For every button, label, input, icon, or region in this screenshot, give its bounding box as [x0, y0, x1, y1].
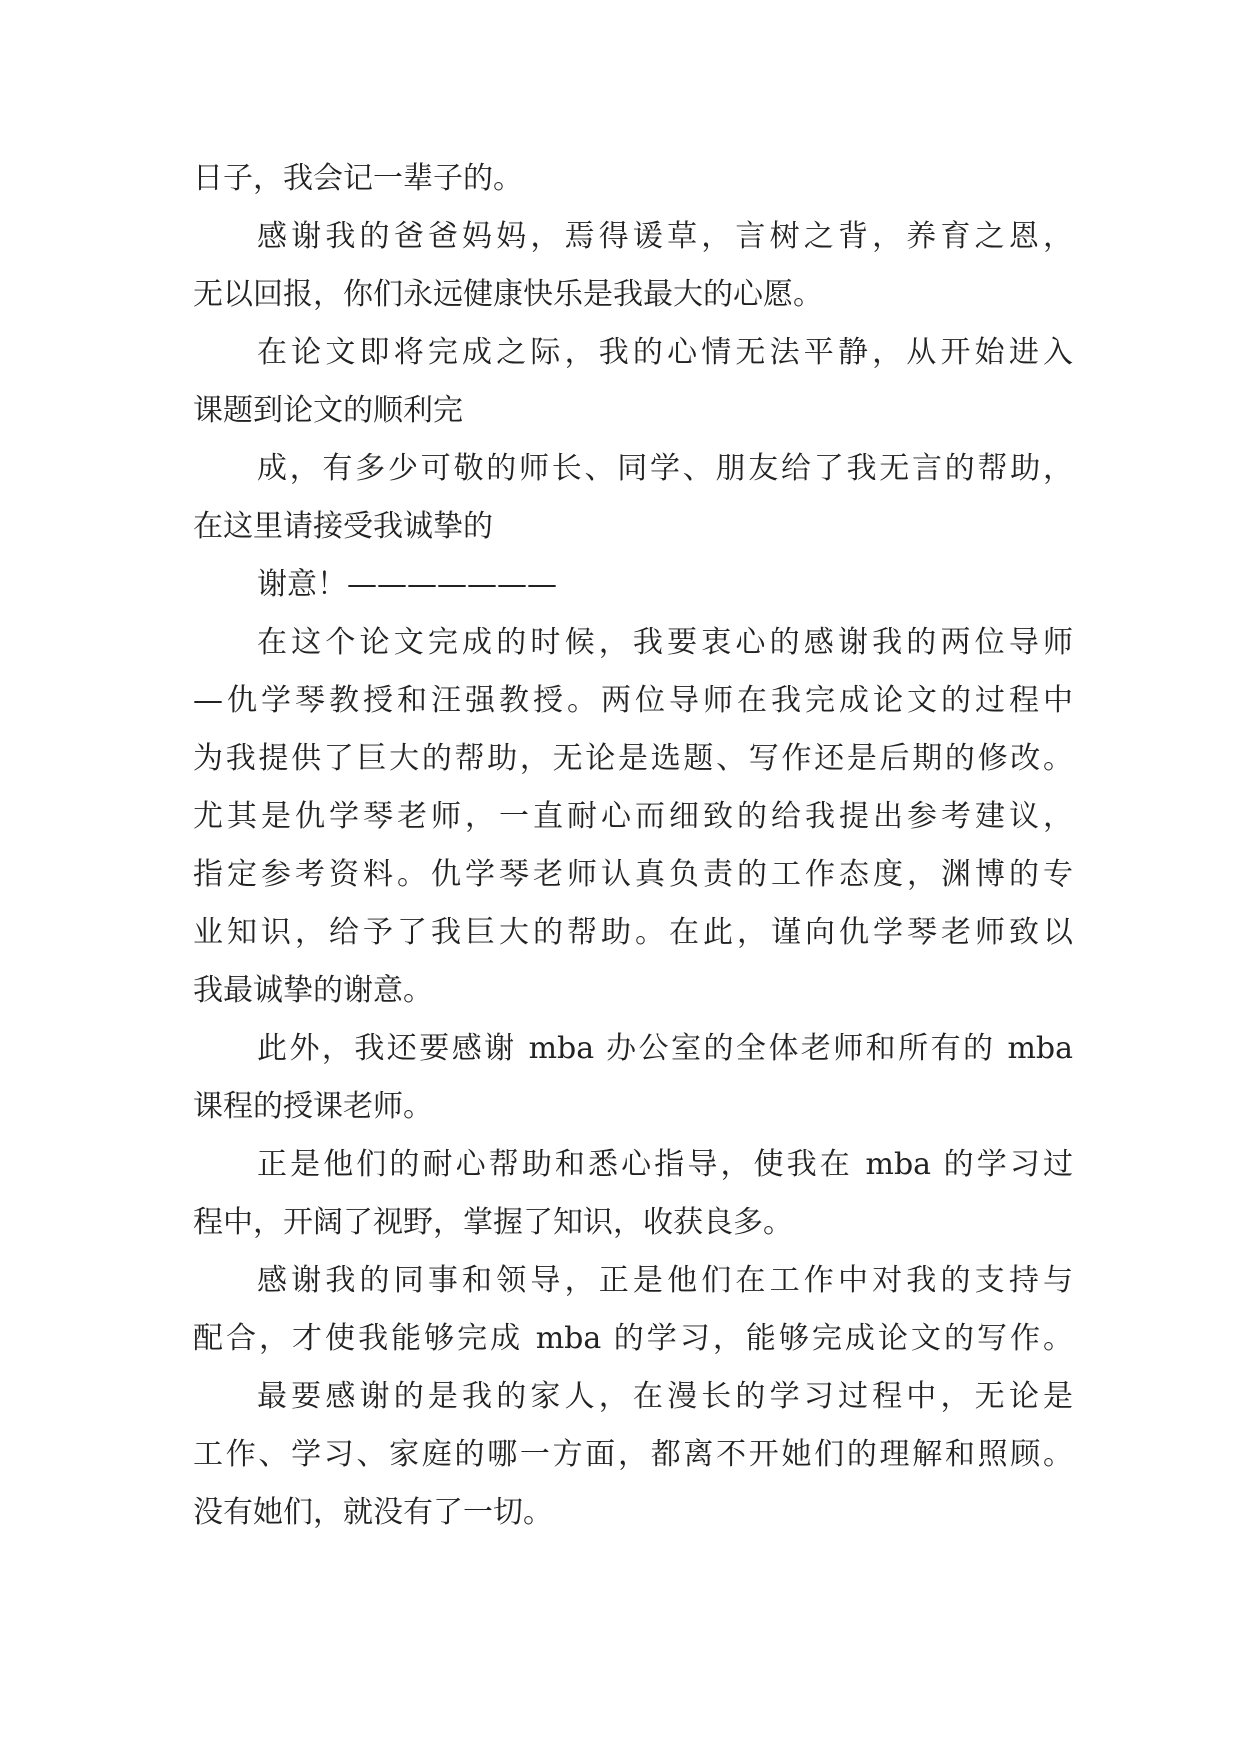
- text-line: 指定参考资料。仇学琴老师认真负责的工作态度，渊博的专: [193, 857, 1073, 892]
- text-line: 感谢我的同事和领导，正是他们在工作中对我的支持与: [257, 1263, 1073, 1298]
- text-line: 课程的授课老师。: [193, 1089, 433, 1124]
- text-line: 日子，我会记一辈子的。: [193, 161, 523, 196]
- text-line: 课题到论文的顺利完: [193, 393, 463, 428]
- text-line: 成，有多少可敬的师长、同学、朋友给了我无言的帮助，: [257, 451, 1073, 486]
- text-line: 在这里请接受我诚挚的: [193, 509, 493, 544]
- text-line: 为我提供了巨大的帮助，无论是选题、写作还是后期的修改。: [193, 741, 1073, 776]
- text-line: 最要感谢的是我的家人，在漫长的学习过程中，无论是: [257, 1379, 1073, 1414]
- text-line: 此外，我还要感谢 mba 办公室的全体老师和所有的 mba: [257, 1031, 1073, 1066]
- text-line: 无以回报，你们永远健康快乐是我最大的心愿。: [193, 277, 823, 312]
- text-line: 配合，才使我能够完成 mba 的学习，能够完成论文的写作。: [193, 1321, 1073, 1356]
- text-line: 工作、学习、家庭的哪一方面，都离不开她们的理解和照顾。: [193, 1437, 1073, 1472]
- text-line: 我最诚挚的谢意。: [193, 973, 433, 1008]
- text-line: 正是他们的耐心帮助和悉心指导，使我在 mba 的学习过: [257, 1147, 1073, 1182]
- text-line: 业知识，给予了我巨大的帮助。在此，谨向仇学琴老师致以: [193, 915, 1073, 950]
- text-line: 在论文即将完成之际，我的心情无法平静，从开始进入: [257, 335, 1073, 370]
- text-line: 程中，开阔了视野，掌握了知识，收获良多。: [193, 1205, 793, 1240]
- text-line: —仇学琴教授和汪强教授。两位导师在我完成论文的过程中: [193, 683, 1073, 718]
- text-line: 谢意！———————: [257, 567, 557, 602]
- text-line: 尤其是仇学琴老师，一直耐心而细致的给我提出参考建议，: [193, 799, 1073, 834]
- document-body: [193, 150, 1073, 1542]
- text-line: 感谢我的爸爸妈妈，焉得谖草，言树之背，养育之恩，: [257, 219, 1073, 254]
- text-line: 没有她们，就没有了一切。: [193, 1495, 553, 1530]
- text-line: 在这个论文完成的时候，我要衷心的感谢我的两位导师: [257, 625, 1073, 660]
